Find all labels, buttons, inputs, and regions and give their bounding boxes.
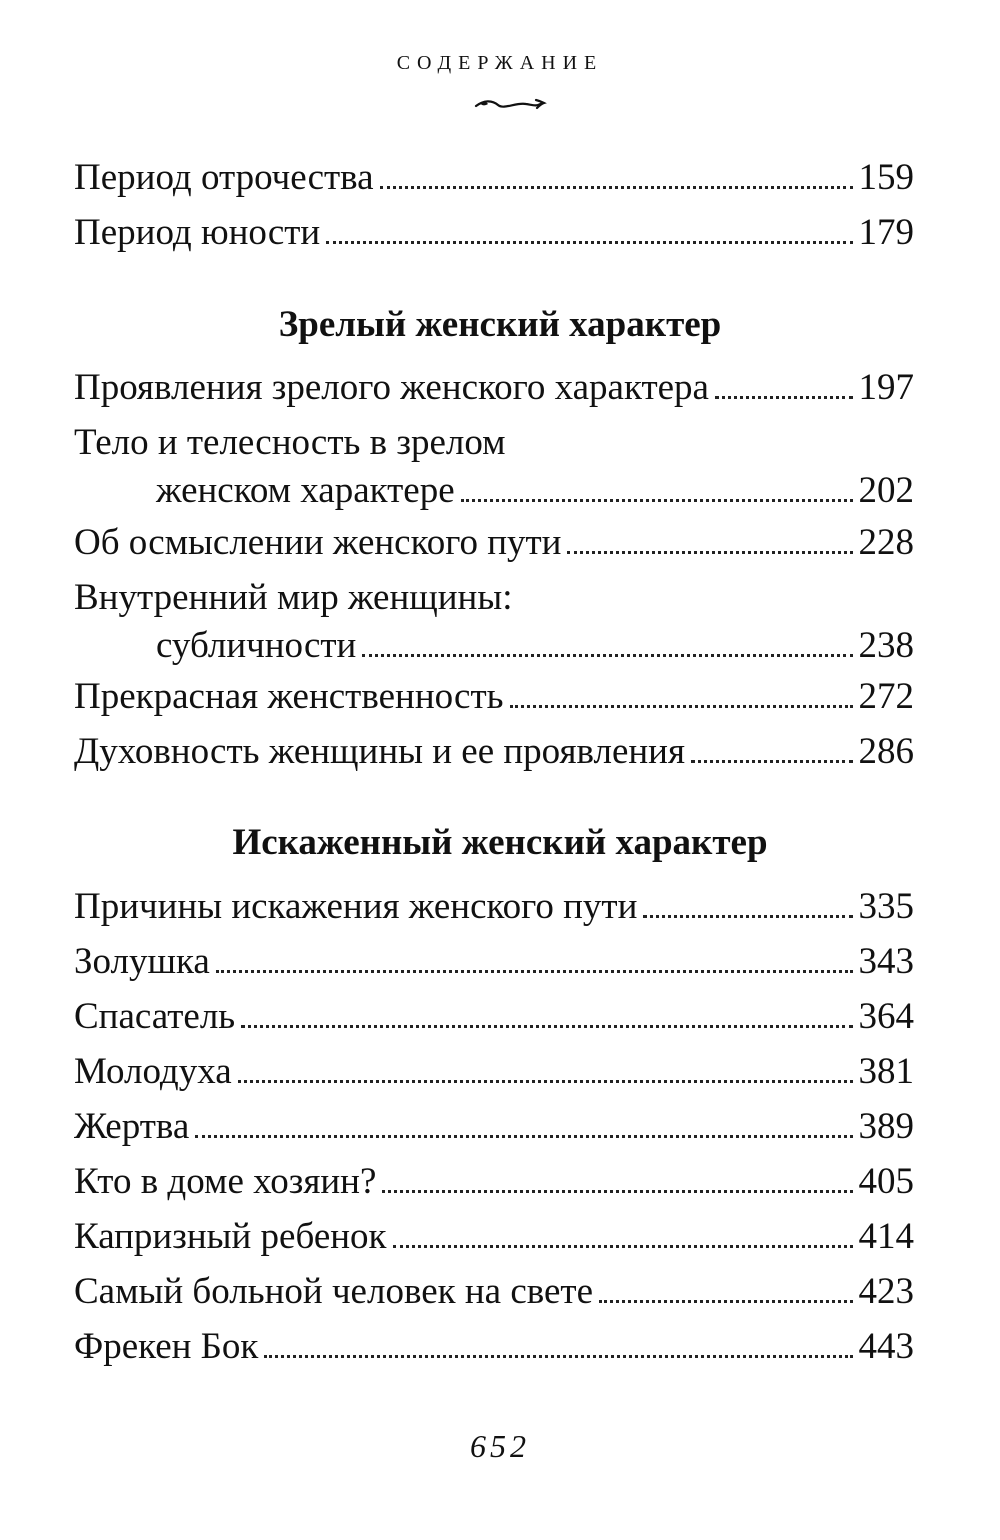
entry-page-number: 335 xyxy=(858,886,914,927)
entry-title: Период юности xyxy=(74,212,321,253)
dot-leader xyxy=(715,396,853,399)
entry-title: Капризный ребенок xyxy=(74,1216,387,1257)
entry-page-number: 159 xyxy=(858,157,914,198)
dot-leader xyxy=(691,760,853,763)
decorative-flourish xyxy=(470,92,550,116)
dot-leader xyxy=(264,1355,852,1358)
toc-entry[interactable] xyxy=(74,519,914,567)
entry-title: Самый больной человек на свете xyxy=(74,1271,594,1312)
dot-leader xyxy=(195,1135,852,1138)
entry-page-number: 389 xyxy=(858,1106,914,1147)
toc-entry[interactable] xyxy=(74,883,914,931)
dot-leader xyxy=(238,1080,853,1083)
entry-title: Спасатель xyxy=(74,996,236,1037)
toc-entry[interactable] xyxy=(74,673,914,721)
dot-leader xyxy=(599,1300,852,1303)
entry-page-number: 238 xyxy=(858,625,914,666)
entry-page-number: 179 xyxy=(858,212,914,253)
entry-title: Причины искажения женского пути xyxy=(74,886,638,927)
running-header: СОДЕРЖАНИЕ xyxy=(396,52,604,74)
toc-entry[interactable] xyxy=(74,1103,914,1151)
entry-page-number: 414 xyxy=(858,1216,914,1257)
dot-leader xyxy=(567,551,852,554)
toc-entry[interactable] xyxy=(74,1268,914,1316)
dot-leader xyxy=(380,186,853,189)
entry-page-number: 405 xyxy=(858,1161,914,1202)
entry-page-number: 197 xyxy=(858,367,914,408)
toc-entry[interactable] xyxy=(74,419,914,515)
toc-entry[interactable] xyxy=(74,154,914,202)
entry-page-number: 202 xyxy=(858,470,914,511)
toc-entry[interactable] xyxy=(74,1213,914,1261)
entry-page-number: 343 xyxy=(858,941,914,982)
entry-title: Фрекен Бок xyxy=(74,1326,259,1367)
entry-title: Жертва xyxy=(74,1106,190,1147)
toc-entry[interactable] xyxy=(74,1158,914,1206)
entry-title: Об осмыслении женского пути xyxy=(74,522,562,563)
entry-title-line-1: Тело и телесность в зрелом xyxy=(74,422,506,463)
dot-leader xyxy=(643,915,852,918)
dot-leader xyxy=(216,970,853,973)
toc-entry[interactable] xyxy=(74,1323,914,1371)
dot-leader xyxy=(241,1025,852,1028)
section-title: Зрелый женский характер xyxy=(278,304,722,345)
entry-page-number: 286 xyxy=(858,731,914,772)
toc-entry[interactable] xyxy=(74,364,914,412)
entry-title: Проявления зрелого женского характера xyxy=(74,367,709,408)
page-number: 652 xyxy=(470,1428,530,1464)
entry-title-line-2: женском характере xyxy=(156,470,455,511)
entry-title-line-1: Внутренний мир женщины: xyxy=(74,577,513,618)
toc-entry[interactable] xyxy=(74,209,914,257)
dot-leader xyxy=(326,241,852,244)
dot-leader xyxy=(393,1245,853,1248)
entry-title: Молодуха xyxy=(74,1051,232,1092)
entry-page-number: 443 xyxy=(858,1326,914,1367)
toc-entry[interactable] xyxy=(74,993,914,1041)
toc-entry[interactable] xyxy=(74,1048,914,1096)
entry-page-number: 364 xyxy=(858,996,914,1037)
entry-title: Золушка xyxy=(74,941,210,982)
entry-title-line-2: субличности xyxy=(156,625,357,666)
toc-entry[interactable] xyxy=(74,938,914,986)
entry-page-number: 272 xyxy=(858,676,914,717)
dot-leader xyxy=(461,499,853,502)
entry-title: Духовность женщины и ее проявления xyxy=(74,731,685,772)
dot-leader xyxy=(362,654,852,657)
entry-title: Прекрасная женственность xyxy=(74,676,504,717)
entry-title: Кто в доме хозяин? xyxy=(74,1161,377,1202)
dot-leader xyxy=(510,705,853,708)
entry-title: Период отрочества xyxy=(74,157,374,198)
dot-leader xyxy=(382,1190,852,1193)
entry-page-number: 381 xyxy=(858,1051,914,1092)
entry-page-number: 423 xyxy=(858,1271,914,1312)
entry-page-number: 228 xyxy=(858,522,914,563)
toc-entry[interactable] xyxy=(74,728,914,776)
toc-entry[interactable] xyxy=(74,574,914,670)
section-title: Искаженный женский характер xyxy=(232,822,768,863)
